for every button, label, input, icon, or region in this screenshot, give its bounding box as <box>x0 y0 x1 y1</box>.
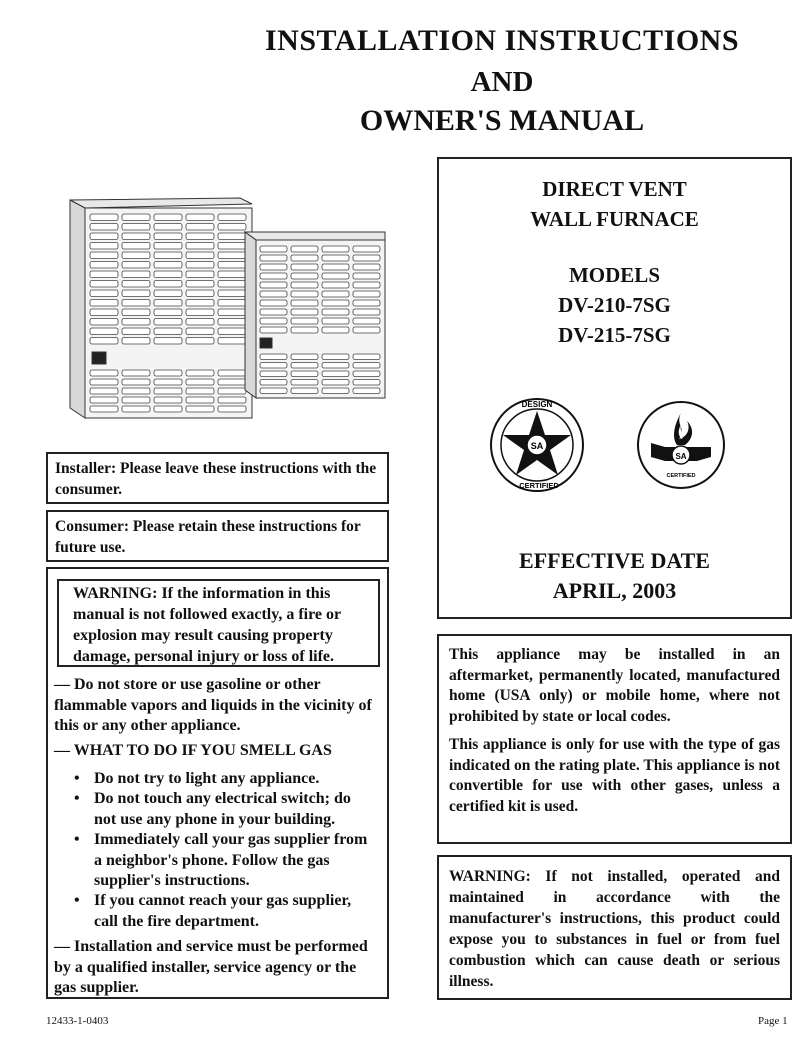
louver-slot <box>186 233 214 240</box>
louver-slot <box>218 328 246 335</box>
louver-slot <box>260 264 287 270</box>
title-line-3: OWNER'S MANUAL <box>359 104 645 137</box>
louver-slot <box>291 318 318 324</box>
louver-slot <box>186 379 214 385</box>
louver-slot <box>154 397 182 403</box>
louver-slot <box>218 271 246 278</box>
louver-slot <box>122 338 150 345</box>
model-1: DV-210-7SG <box>558 293 671 317</box>
louver-slot <box>122 252 150 259</box>
louver-slot <box>218 388 246 394</box>
louver-slot <box>322 246 349 252</box>
seal-right-bottom-text: CERTIFIED <box>666 473 696 479</box>
louver-slot <box>322 380 349 386</box>
louver-slot <box>353 327 380 333</box>
louver-slot <box>186 224 214 231</box>
louver-slot <box>353 354 380 360</box>
louver-slot <box>122 224 150 231</box>
louver-slot <box>260 300 287 306</box>
small-furnace-image <box>245 232 385 398</box>
louver-slot <box>90 397 118 403</box>
louver-slot <box>90 262 118 269</box>
louver-slot <box>186 328 214 335</box>
louver-slot <box>260 291 287 297</box>
louver-slot <box>90 319 118 326</box>
louver-slot <box>322 255 349 261</box>
louver-slot <box>353 255 380 261</box>
seal-left-bottom-text: CERTIFIED <box>519 481 559 490</box>
louver-slot <box>353 282 380 288</box>
product-line-2: WALL FURNACE <box>530 207 699 231</box>
louver-slot <box>218 406 246 412</box>
louver-slot <box>218 281 246 288</box>
louver-slot <box>291 380 318 386</box>
louver-slot <box>291 246 318 252</box>
appliance-para-2: This appliance is only for use with the type of gas indicated on the rating plate. This appliance is not convertible for use with other gases, unless a certified kit is used. <box>449 736 780 815</box>
louver-slot <box>122 379 150 385</box>
louver-slot <box>154 224 182 231</box>
louver-slot <box>122 328 150 335</box>
louver-slot <box>122 281 150 288</box>
louver-slot <box>186 252 214 259</box>
louver-slot <box>186 370 214 376</box>
gas-bullet-2: • Do not touch any electrical switch; do not use any phone in your building. <box>74 790 351 828</box>
louver-slot <box>218 262 246 269</box>
louver-slot <box>90 328 118 335</box>
louver-slot <box>122 397 150 403</box>
product-line-1: DIRECT VENT <box>542 177 687 201</box>
design-certified-seal <box>487 395 587 495</box>
seal-left-mark: SA <box>530 441 544 451</box>
seal-left-top-text: DESIGN <box>521 400 553 409</box>
large-furnace-image <box>70 198 252 418</box>
louver-slot <box>154 370 182 376</box>
louver-slot <box>322 354 349 360</box>
louver-slot <box>154 388 182 394</box>
louver-slot <box>322 371 349 377</box>
louver-slot <box>90 224 118 231</box>
louver-slot <box>154 328 182 335</box>
gas-bullet-3: • Immediately call your gas supplier from a neighbor's phone. Follow the gas supplier's instructions. <box>74 831 368 889</box>
louver-slot <box>322 264 349 270</box>
louver-slot <box>186 397 214 403</box>
louver-slot <box>322 318 349 324</box>
chemical-warning-box: WARNING: If not installed, operated and maintained in accordance with the manufacturer's instructions, this product could expose you to substances in fuel or from fuel combustion which can cause death or serious illness. <box>437 855 792 1000</box>
louver-slot <box>122 319 150 326</box>
louver-slot <box>353 388 380 394</box>
louver-slot <box>291 363 318 369</box>
certified-flame-seal <box>635 399 727 491</box>
louver-slot <box>122 214 150 221</box>
louver-slot <box>154 281 182 288</box>
louver-slot <box>154 243 182 250</box>
louver-slot <box>154 300 182 307</box>
louver-slot <box>291 273 318 279</box>
louver-slot <box>260 282 287 288</box>
louver-slot <box>353 264 380 270</box>
louver-slot <box>186 271 214 278</box>
louver-slot <box>90 388 118 394</box>
louver-slot <box>291 354 318 360</box>
document-code: 12433-1-0403 <box>46 1015 109 1027</box>
louver-slot <box>218 224 246 231</box>
louver-slot <box>353 380 380 386</box>
louver-slot <box>154 338 182 345</box>
louver-slot <box>322 363 349 369</box>
louver-slot <box>291 309 318 315</box>
fire-warning-headline: WARNING: If the information in this manual is not followed exactly, a fire or explosion may result causing property damage, personal injury or loss of life. <box>57 579 380 667</box>
louver-slot <box>322 309 349 315</box>
consumer-note: Consumer: Please retain these instructions for future use. <box>46 510 389 562</box>
louver-slot <box>260 354 287 360</box>
louver-slot <box>186 262 214 269</box>
louver-slot <box>353 300 380 306</box>
louver-slot <box>90 214 118 221</box>
louver-slot <box>218 379 246 385</box>
louver-slot <box>353 371 380 377</box>
effective-date-heading: EFFECTIVE DATE <box>519 548 710 573</box>
louver-slot <box>260 318 287 324</box>
louver-slot <box>291 371 318 377</box>
louver-slot <box>260 327 287 333</box>
louver-slot <box>322 291 349 297</box>
louver-slot <box>291 291 318 297</box>
louver-slot <box>218 309 246 316</box>
louver-slot <box>90 281 118 288</box>
louver-slot <box>154 214 182 221</box>
louver-slot <box>122 309 150 316</box>
louver-slot <box>260 309 287 315</box>
louver-slot <box>186 406 214 412</box>
louver-slot <box>218 243 246 250</box>
louver-slot <box>90 252 118 259</box>
louver-slot <box>90 406 118 412</box>
louver-slot <box>353 246 380 252</box>
louver-slot <box>291 300 318 306</box>
louver-slot <box>186 290 214 297</box>
storage-warning: — Do not store or use gasoline or other flammable vapors and liquids in the vicinity of this or any other appliance. <box>54 676 372 734</box>
louver-slot <box>154 406 182 412</box>
louver-slot <box>154 262 182 269</box>
title-line-2: AND <box>470 66 534 98</box>
louver-slot <box>322 282 349 288</box>
louver-slot <box>90 271 118 278</box>
louver-slot <box>122 406 150 412</box>
louver-slot <box>90 290 118 297</box>
louver-slot <box>122 290 150 297</box>
smell-gas-heading: — WHAT TO DO IF YOU SMELL GAS <box>54 742 332 759</box>
louver-slot <box>218 214 246 221</box>
louver-slot <box>186 388 214 394</box>
louver-slot <box>122 271 150 278</box>
louver-slot <box>291 327 318 333</box>
models-heading: MODELS <box>568 263 660 287</box>
louver-slot <box>260 273 287 279</box>
louver-slot <box>322 300 349 306</box>
louver-slot <box>154 290 182 297</box>
appliance-para-1: This appliance may be installed in an aftermarket, permanently located, manufactured home (USA only) or mobile home, where not prohibited by state or local codes. <box>449 646 780 725</box>
furnace-illustration <box>40 190 390 430</box>
louver-slot <box>353 309 380 315</box>
louver-slot <box>260 363 287 369</box>
gas-bullet-1: • Do not try to light any appliance. <box>74 770 320 787</box>
louver-slot <box>122 370 150 376</box>
louver-slot <box>90 233 118 240</box>
louver-slot <box>353 363 380 369</box>
title-line-1: INSTALLATION INSTRUCTIONS <box>264 24 739 57</box>
louver-slot <box>154 233 182 240</box>
louver-slot <box>260 380 287 386</box>
louver-slot <box>186 319 214 326</box>
page-number: Page 1 <box>758 1015 788 1027</box>
model-2: DV-215-7SG <box>558 323 671 347</box>
louver-slot <box>90 338 118 345</box>
louver-slot <box>122 233 150 240</box>
installer-note: Installer: Please leave these instructions with the consumer. <box>46 452 389 504</box>
louver-slot <box>260 388 287 394</box>
louver-slot <box>218 397 246 403</box>
louver-slot <box>90 309 118 316</box>
effective-date: APRIL, 2003 <box>552 578 677 603</box>
louver-slot <box>90 243 118 250</box>
louver-slot <box>122 388 150 394</box>
louver-slot <box>291 255 318 261</box>
louver-slot <box>154 252 182 259</box>
louver-slot <box>218 233 246 240</box>
louver-slot <box>186 300 214 307</box>
louver-slot <box>260 371 287 377</box>
louver-slot <box>186 243 214 250</box>
louver-slot <box>291 388 318 394</box>
louver-slot <box>218 290 246 297</box>
louver-slot <box>186 214 214 221</box>
louver-slot <box>353 273 380 279</box>
louver-slot <box>218 252 246 259</box>
gas-warning-panel <box>46 567 389 999</box>
louver-slot <box>260 246 287 252</box>
louver-slot <box>291 282 318 288</box>
louver-slot <box>291 264 318 270</box>
louver-slot <box>90 300 118 307</box>
louver-slot <box>90 370 118 376</box>
louver-slot <box>186 338 214 345</box>
louver-slot <box>186 309 214 316</box>
louver-slot <box>122 243 150 250</box>
louver-slot <box>90 379 118 385</box>
louver-slot <box>122 300 150 307</box>
louver-slot <box>186 281 214 288</box>
installation-service-note: — Installation and service must be performed by a qualified installer, service agency or the gas supplier. <box>54 938 368 996</box>
louver-slot <box>154 379 182 385</box>
louver-slot <box>322 273 349 279</box>
louver-slot <box>353 291 380 297</box>
louver-slot <box>260 255 287 261</box>
appliance-info-box <box>437 634 792 844</box>
louver-slot <box>322 327 349 333</box>
seal-right-mark: SA <box>675 452 687 461</box>
louver-slot <box>154 271 182 278</box>
product-panel <box>437 157 792 619</box>
louver-slot <box>322 388 349 394</box>
louver-slot <box>218 300 246 307</box>
gas-bullet-4: • If you cannot reach your gas supplier, call the fire department. <box>74 892 352 930</box>
louver-slot <box>218 338 246 345</box>
louver-slot <box>154 319 182 326</box>
louver-slot <box>353 318 380 324</box>
louver-slot <box>122 262 150 269</box>
louver-slot <box>218 370 246 376</box>
louver-slot <box>154 309 182 316</box>
louver-slot <box>218 319 246 326</box>
